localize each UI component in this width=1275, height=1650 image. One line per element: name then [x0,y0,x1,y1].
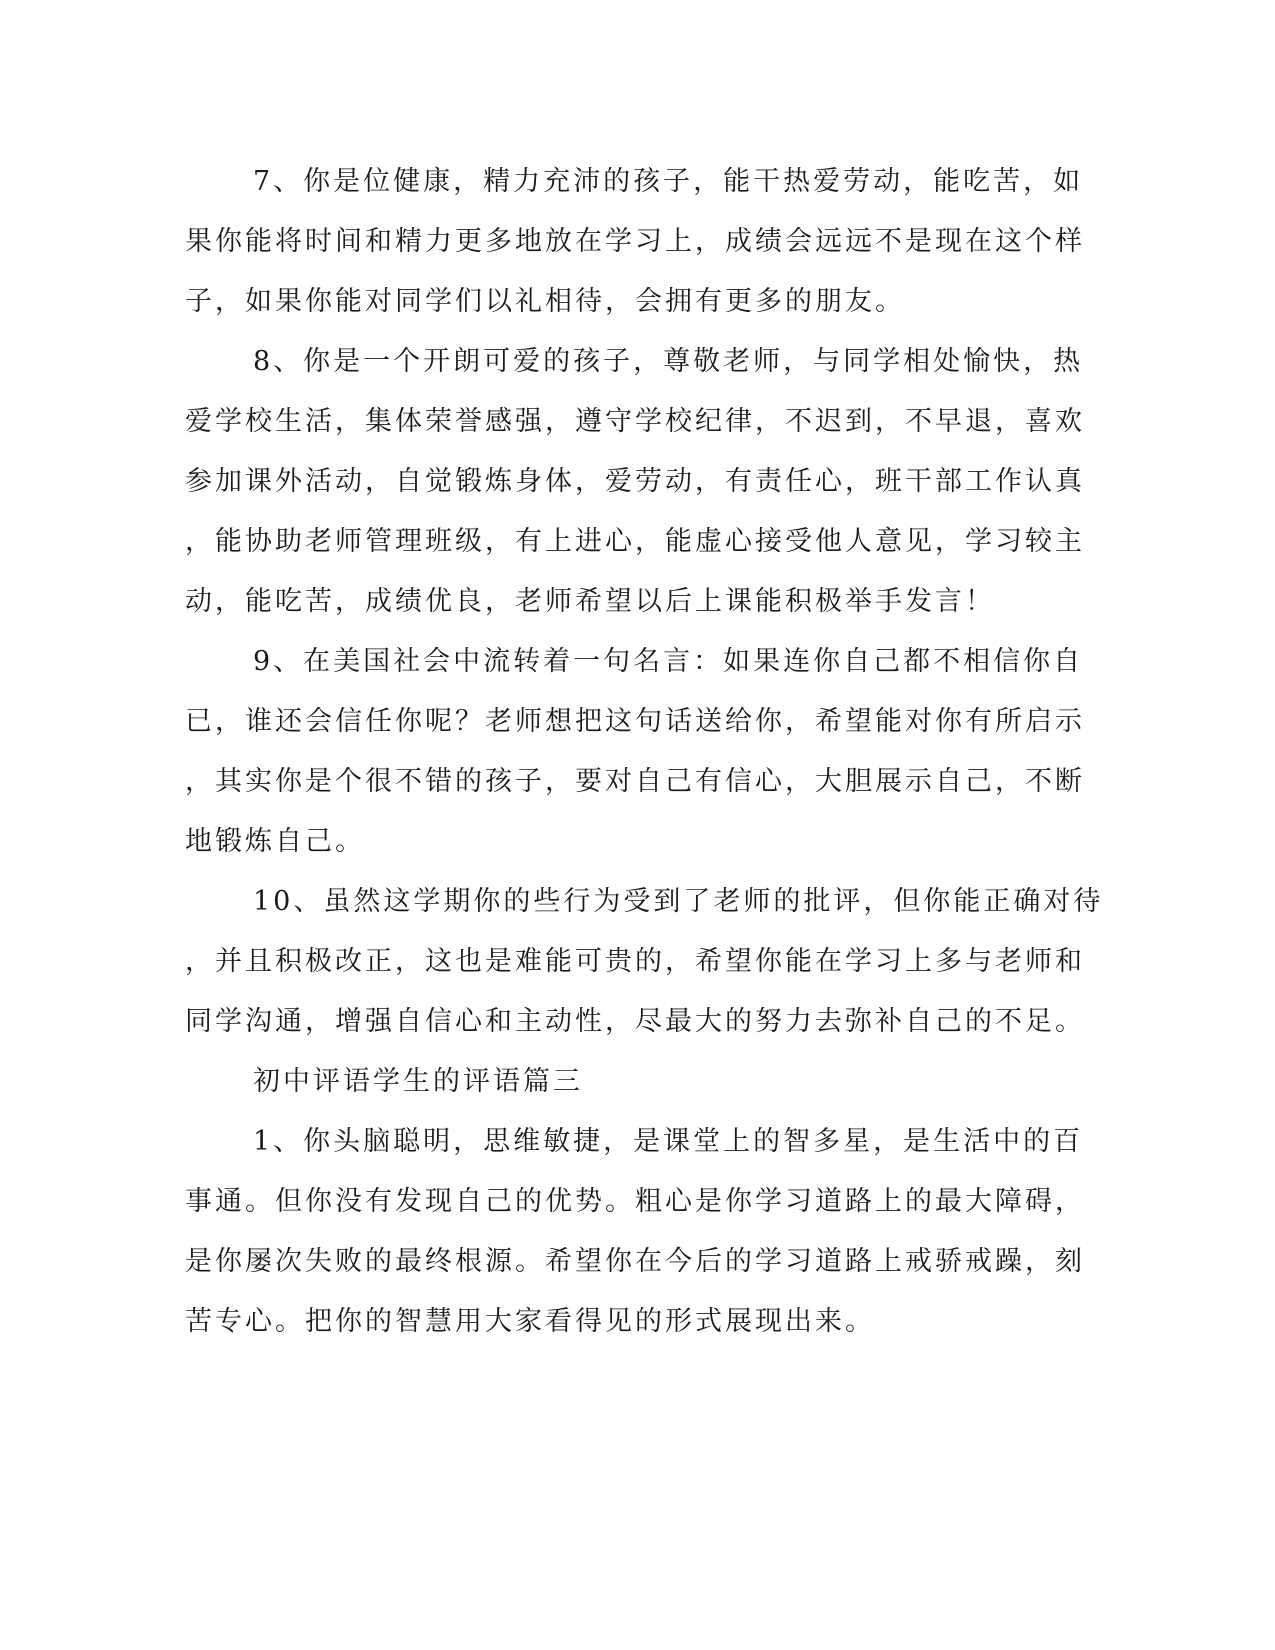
paragraph-line: ，能协助老师管理班级，有上进心，能虚心接受他人意见，学习较主 [185,526,1085,557]
paragraph-line: 动，能吃苦，成绩优良，老师希望以后上课能积极举手发言！ [185,586,995,617]
paragraph-line: ，其实你是个很不错的孩子，要对自己有信心，大胆展示自己，不断 [185,766,1085,797]
paragraph-line: 1、你头脑聪明，思维敏捷，是课堂上的智多星，是生活中的百 [253,1126,1084,1157]
comment-paragraph-8 [185,332,1085,632]
document-body [185,152,1104,1352]
comment-paragraph-1 [185,1112,1085,1352]
paragraph-line: 9、在美国社会中流转着一句名言：如果连你自己都不相信你自 [253,646,1084,677]
paragraph-line: 子，如果你能对同学们以礼相待，会拥有更多的朋友。 [185,286,905,317]
paragraph-line: 10、虽然这学期你的些行为受到了老师的批评，但你能正确对待 [253,886,1104,917]
paragraph-line: 参加课外活动，自觉锻炼身体，爱劳动，有责任心，班干部工作认真 [185,466,1085,497]
paragraph-line: 7、你是位健康，精力充沛的孩子，能干热爱劳动，能吃苦，如 [253,166,1084,197]
paragraph-line: ，并且积极改正，这也是难能可贵的，希望你能在学习上多与老师和 [185,946,1085,977]
paragraph-line: 是你屡次失败的最终根源。希望你在今后的学习道路上戒骄戒躁，刻 [185,1246,1085,1277]
paragraph-line: 苦专心。把你的智慧用大家看得见的形式展现出来。 [185,1306,875,1337]
comment-paragraph-7 [185,152,1085,332]
paragraph-line: 爱学校生活，集体荣誉感强，遵守学校纪律，不迟到，不早退，喜欢 [185,406,1085,437]
paragraph-line: 果你能将时间和精力更多地放在学习上，成绩会远远不是现在这个样 [185,226,1085,257]
comment-paragraph-10 [185,872,1104,1052]
paragraph-line: 事通。但你没有发现自己的优势。粗心是你学习道路上的最大障碍， [185,1186,1085,1217]
section-heading [185,1052,1045,1112]
paragraph-line: 已，谁还会信任你呢？老师想把这句话送给你，希望能对你有所启示 [185,706,1085,737]
paragraph-line: 地锻炼自己。 [185,826,365,857]
comment-paragraph-9 [185,632,1085,872]
paragraph-line: 同学沟通，增强自信心和主动性，尽最大的努力去弥补自己的不足。 [185,1006,1085,1037]
section-heading-text: 初中评语学生的评语篇三 [253,1066,583,1097]
paragraph-line: 8、你是一个开朗可爱的孩子，尊敬老师，与同学相处愉快，热 [253,346,1084,377]
